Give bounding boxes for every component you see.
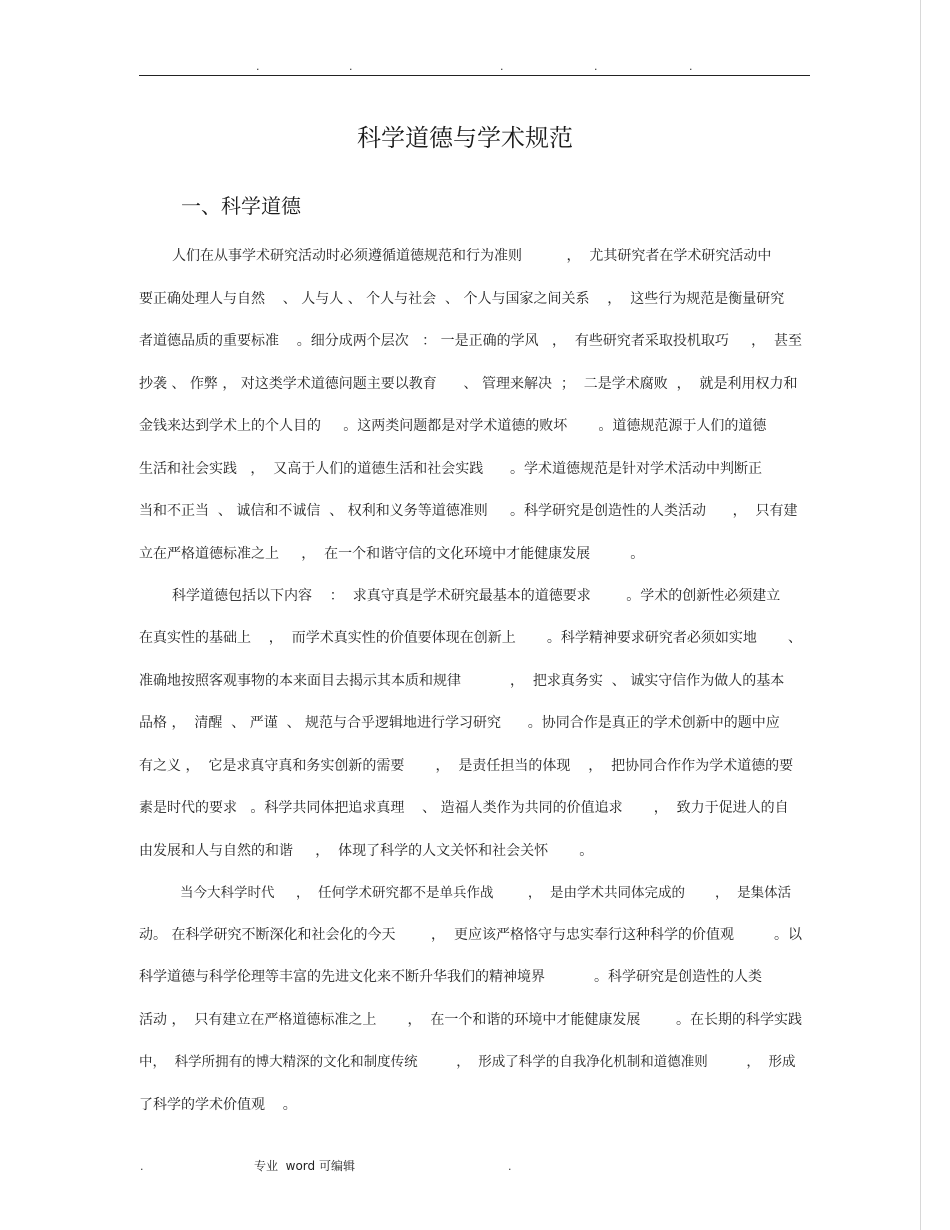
page-edge — [920, 0, 921, 1230]
header-dot: . — [594, 60, 598, 73]
paragraph-line: 了科学的学术价值观 。 — [139, 1097, 297, 1113]
paragraph-line: 抄袭 、 作弊 ， 对这类学术道德问题主要以教育 、 管理来解决 ； 二是学术腐败 ， 就是利用权力和 — [139, 376, 798, 392]
paragraph-line: 活动 ， 只有建立在严格道德标准之上 ， 在一个和谐的环境中才能健康发展 。在长期的科学实践 — [139, 1012, 803, 1028]
paragraph-line: 人们在从事学术研究活动时必须遵循道德规范和行为准则 ， 尤其研究者在学术研究活动中 — [172, 248, 772, 264]
footer-dot: . — [508, 1160, 512, 1173]
paragraph-line: 由发展和人与自然的和谐 ， 体现了科学的人文关怀和社会关怀 。 — [139, 843, 594, 859]
document-title: 科学道德与学术规范 — [357, 124, 573, 152]
page-header — [0, 60, 950, 74]
header-dot: . — [256, 60, 260, 73]
header-rule — [139, 75, 810, 76]
paragraph-line: 素是时代的要求 。科学共同体把追求真理 、 造福人类作为共同的价值追求 ， 致力于促进人的自 — [139, 800, 789, 816]
paragraph-line: 金钱来达到学术上的个人目的 。这两类问题都是对学术道德的败坏 。道德规范源于人们的道德 — [139, 418, 767, 434]
paragraph-line: 准确地按照客观事物的本来面目去揭示其本质和规律 ， 把求真务实 、 诚实守信作为做人的基本 — [139, 673, 785, 689]
paragraph-line: 品格 ， 清醒 、 严谨 、 规范与合乎逻辑地进行学习研究 。协同合作是真正的学术创新中的题中应 — [139, 715, 780, 731]
paragraph-line: 科学道德与科学伦理等丰富的先进文化来不断升华我们的精神境界 。科学研究是创造性的人类 — [139, 969, 762, 985]
paragraph-line: 当和不正当 、 诚信和不诚信 、 权利和义务等道德准则 。科学研究是创造性的人类活动 ， 只有建 — [139, 503, 798, 519]
paragraph-line: 在真实性的基础上 ， 而学术真实性的价值要体现在创新上 。科学精神要求研究者必须如实地 、 — [139, 630, 803, 646]
paragraph-line: 动。 在科学研究不断深化和社会化的今天 ， 更应该严格恪守与忠实奉行这种科学的价值观 。以 — [139, 927, 803, 943]
paragraph-line: 立在严格道德标准之上 ， 在一个和谐守信的文化环境中才能健康发展 。 — [139, 546, 645, 562]
header-dot: . — [349, 60, 353, 73]
header-dot: . — [500, 60, 504, 73]
paragraph-line: 当今大科学时代 ， 任何学术研究都不是单兵作战 ， 是由学术共同体完成的 ， 是集体活 — [180, 885, 792, 901]
paragraph-line: 要正确处理人与自然 、 人与人 、 个人与社会 、 个人与国家之间关系 ， 这些行为规范是衡量研究 — [139, 291, 785, 307]
section-heading: 一、科学道德 — [181, 194, 301, 218]
paragraph-line: 中， 科学所拥有的博大精深的文化和制度传统 ， 形成了科学的自我净化机制和道德准则 ， 形成 — [139, 1054, 796, 1070]
paragraph-line: 有之义 ， 它是求真守真和务实创新的需要 ， 是责任担当的体现 ， 把协同合作作为学术道德的要 — [139, 758, 794, 774]
paragraph-line: 生活和社会实践 ， 又高于人们的道德生活和社会实践 。学术道德规范是针对学术活动中判断正 — [139, 461, 762, 477]
paragraph-line: 者道德品质的重要标准 。细分成两个层次 ： 一是正确的学风 ， 有些研究者采取投机取巧 ， 甚至 — [139, 333, 803, 349]
header-dot: . — [689, 60, 693, 73]
footer-dot: . — [140, 1160, 144, 1173]
paragraph-line: 科学道德包括以下内容 ： 求真守真是学术研究最基本的道德要求 。学术的创新性必须建立 — [172, 588, 781, 604]
footer-text: 专业 word 可编辑 — [254, 1159, 355, 1173]
